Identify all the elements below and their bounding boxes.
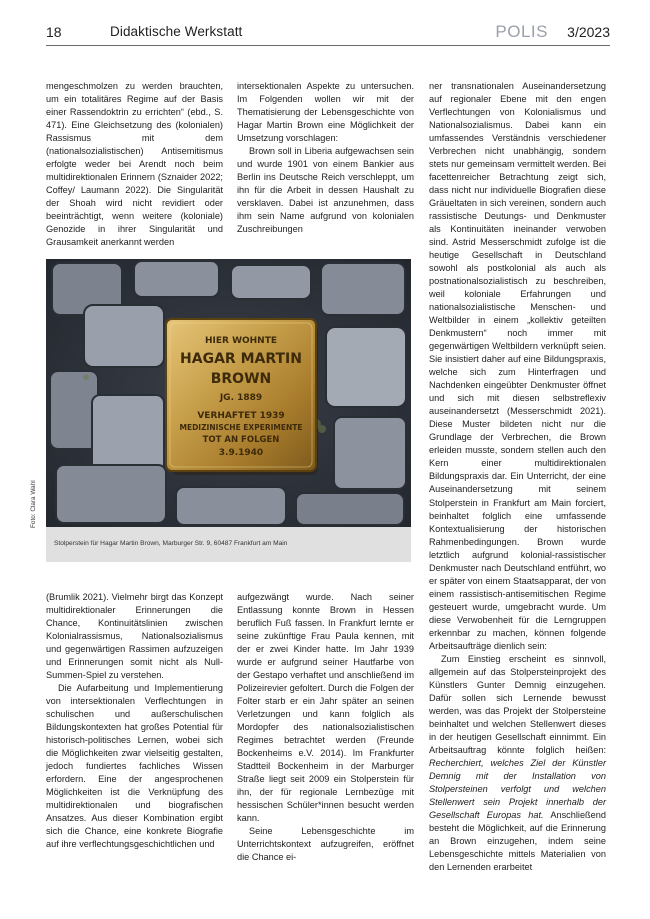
paragraph: Brown soll in Liberia aufgewachsen sein und wurde 1901 von einem Bankier aus Berlin ins Deutsche Reich verschleppt, um ihn für die Arbeit in dessen Haushalt zu versklaven. Dabei ist anzunehmen, dass ihm sein Name aufgrund von kolonialen Zuschreibungen — [237, 146, 414, 235]
page-number: 18 — [46, 24, 62, 40]
stone-line: JG. 1889 — [219, 393, 263, 403]
paragraph: aufgezwängt wurde. Nach seiner Entlassung konnte Brown in Hessen beruflich Fuß fassen. In Frankfurt lernte er seine zukünftige Frau Paula kennen, mit der er zwei Kinder hatte. Im Jahr 1939 wurde er aufgrund seiner Hautfarbe von der Gestapo verhaftet und anschließend im Polizeirevier gefoltert. Durch die Folgen der Folter starb er ein Jahr später an seinen Verletzungen und kann folglich als Mordopfer des nationalsozialistischen Regimes betrachtet werden (Freunde Bockenheims e.V. 2014). Im Frankfurter Stadtteil Bockenheim in der Marburger Straße liegt seit 2009 ein Stolperstein für ihn, der für regionale Lernbezüge mit hessischen Schüler*innen besucht werden kann. — [237, 592, 414, 824]
stolperstein-photo — [46, 259, 411, 527]
paragraph: intersektionalen Aspekte zu untersuchen. Im Folgenden wollen wir mit der Thematisierung der Lebensgeschichte von Hagar Martin Brown eine Möglichkeit der Umsetzung vorschlagen: — [237, 81, 414, 144]
photo-credit: Foto: Clara Wahl — [30, 480, 37, 528]
paragraph: ner transnationalen Auseinandersetzung auf regionaler Ebene mit den engen Verflechtungen von Kolonialismus und Nationalsozialismus. Dabei kann ein umfassendes Verständnis verschiedener Verbrechen nicht unabhängig, sondern stets nur gemeinsam vermittelt werden. Bei facettenreicher Betrachtung zeigt sich, dass nicht nur individuelle Biografien diese Gräueltaten in sich vereinen, sondern auch rassistische Deutungs- und Denkmuster als Kontinuitäten ineinander verwoben sind. Astrid Messerschmidt zufolge ist die heutige Gesellschaft in Deutschland sowohl als postkolonial als auch als postnationalsozialistisch zu beschreiben, weil koloniale Erfahrungen und nationalsozialistische Menschen- und Weltbilder in einem „kollektiv geteilten Denkmustern“ noch immer mit gegenwärtigen Weltbildern verknüpft seien. Sie insistiert daher auf eine Bildungspraxis, welche sich zum Hinterfragen und Nachdenken eingeübter Denkmuster öffnet und sich mit diesen selbstreflexiv auseinandersetzt (Messerschmidt 2021). Diese Muster bildeten nicht nur die Grundlage der Verbrechen, die Brown erleiden musste, sondern stellen auch den Kern einer multidirektionalen Bildungspraxis dar. Ein Unterricht, der eine Auseinandersetzung mit seinem Stolperstein in Frankfurt am Main forciert, beinhaltet folglich eine umfassende Kontextualisierung der historischen Rahmenbedingungen. Brown wurde letztlich aufgrund kolonial-rassistischer Denkmuster nach Deutschland entführt, wo er später von einem Staatsapparat, der von einem rassistisch-antisemitischen Regime gesteuert wurde, umgebracht wurde. Um diese Verwobenheit für die Lerngruppen erkennbar zu machen, können folgende Arbeitsaufträge dienlich sein: — [429, 81, 606, 651]
paragraph: mengeschmolzen zu werden brauchten, um ein totalitäres Regime auf der Basis einer Rassendoktrin zu errichten“ (ebd., S. 471). Eine Gleichsetzung des (kolonialen) Rassismus mit dem (nationalsozialistischen) Antisemitismus erfolgte weder bei Arendt noch beim multidirektionalen Erinnern (Sznaider 2022; Coffey/ Laumann 2022). Die Singularität der Shoah wird nicht revidiert oder beeinträchtigt, wenn weitere (koloniale) Genozide in ihrer Singularität und Grausamkeit anerkannt werden — [46, 81, 223, 248]
paragraph-text: Zum Einstieg erscheint es sinnvoll, allgemein auf das Stolpersteinprojekt des Künstlers Gunter Demnig einzugehen. Dafür sollen sich Lernende bewusst werden, was das Projekt der Stolpersteine beinhaltet und welchen Stellenwert dieses in der heutigen Gesellschaft einnimmt. Ein Arbeitsauftrag könnte folglich heißen: — [429, 653, 606, 755]
journal-name: POLIS — [495, 22, 548, 41]
figure-caption: Stolperstein für Hagar Martin Brown, Marburger Str. 9, 60487 Frankfurt am Main — [54, 540, 288, 547]
stone-line: 3.9.1940 — [218, 448, 264, 458]
paragraph: Die Aufarbeitung und Implementierung von intersektionalen Verflechtungen in schulischen und außerschulischen Bildungskontexten hat großes Potential für historisch-politisches Lernen, wobei sich die Möglichkeiten zwar vielseitig gestalten, jedoch fundiertes fachliches Wissen erfordern. Eine der angesprochenen Möglichkeiten ist die Verknüpfung des multidirektionalen und biografischen Ansatzes. Aus dieser Kombination ergibt sich die Chance, eine konkrete Biografie auf ihre verflechtungsgeschichtlichen und — [46, 683, 223, 850]
caption-bar — [46, 527, 411, 562]
column-2-top — [237, 80, 414, 236]
stone-line: BROWN — [210, 371, 272, 387]
paragraph: (Brumlik 2021). Vielmehr birgt das Konzept multidirektionaler Erinnerungen die Chance, Kontinuitätslinien zwischen Kolonialrassismus, Nationalsozialismus und gegenwärtigen Rassimen aufzuzeigen und Erinnerungen somit nicht als Null-Summen-Spiel zu verstehen. — [46, 592, 223, 681]
paragraph-text: Anschließend besteht die Möglichkeit, auf die Erinnerung an Brown einzugehen, indem seine Lebensgeschichte mittels Materialien von den Lernenden erarbeitet — [429, 809, 606, 872]
stone-line: HIER WOHNTE — [204, 336, 278, 346]
page-header — [46, 24, 610, 44]
stone-line: HAGAR MARTIN — [180, 351, 302, 367]
stone-line: MEDIZINISCHE EXPERIMENTE — [179, 423, 303, 432]
stone-line: TOT AN FOLGEN — [202, 435, 280, 445]
stone-line: VERHAFTET 1939 — [197, 411, 285, 421]
column-1-top — [46, 80, 223, 249]
task-emphasis: Recherchiert, welches Ziel der Künstler Demnig mit der Installation von Stolpersteinen verfolgt und welchen Stellenwert sein Projekt innerhalb der Gesellschaft Europas hat. — [429, 757, 606, 820]
header-divider — [46, 45, 610, 46]
stolperstein-figure — [46, 259, 411, 562]
section-title: Didaktische Werkstatt — [110, 24, 243, 39]
column-3 — [429, 80, 606, 874]
issue-number: 3/2023 — [567, 24, 610, 40]
paragraph-with-task — [429, 653, 606, 874]
column-1-bottom — [46, 591, 223, 851]
column-2-bottom — [237, 591, 414, 864]
paragraph: Seine Lebensgeschichte im Unterrichtskontext aufzugreifen, eröffnet die Chance ei- — [237, 826, 414, 863]
